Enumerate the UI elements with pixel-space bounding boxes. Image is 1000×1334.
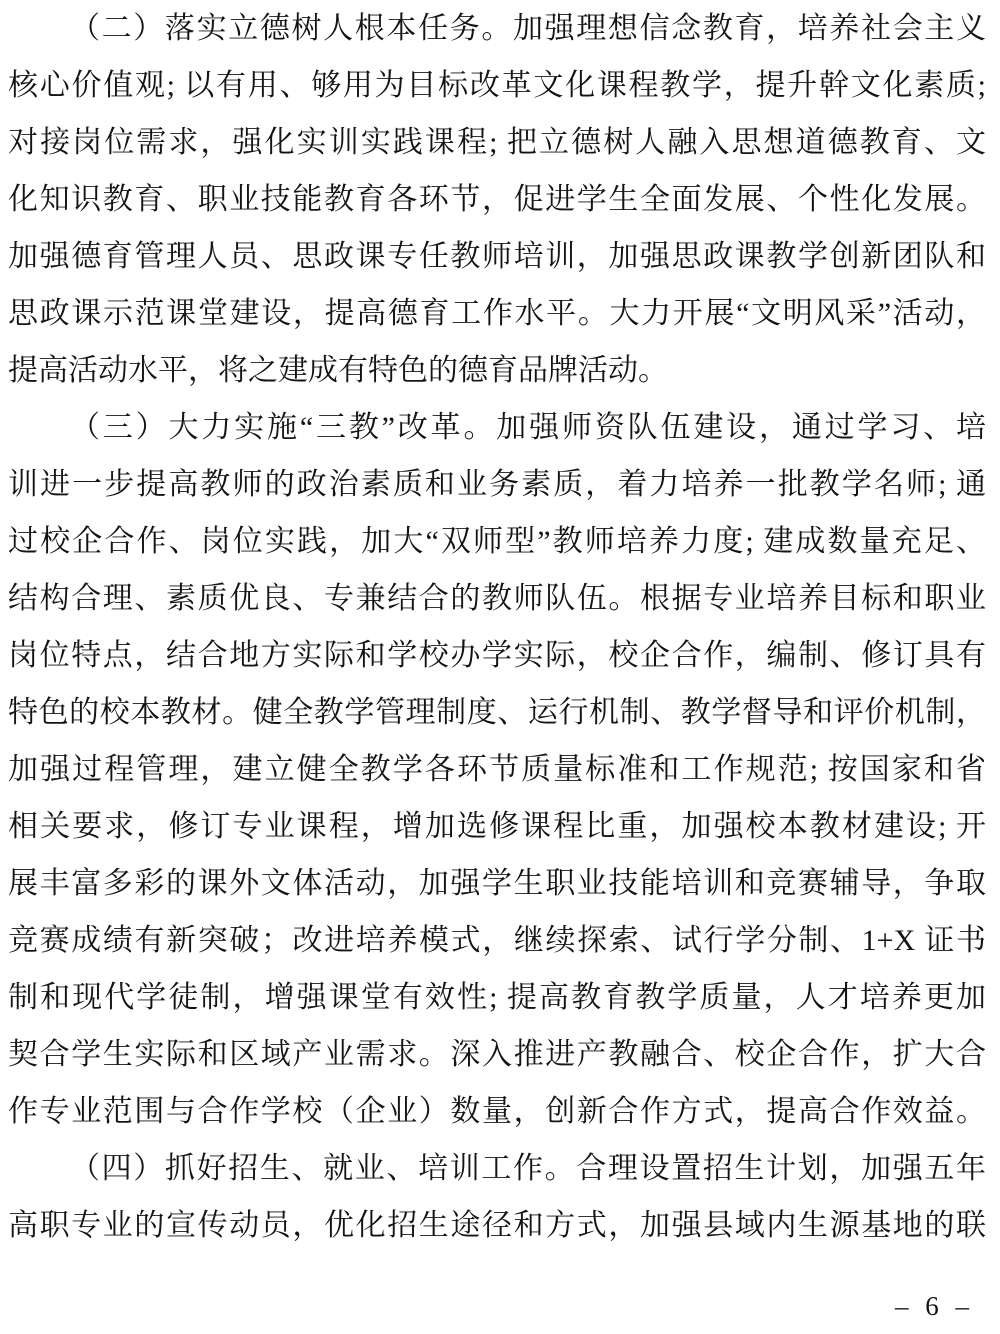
page-footer [895,1288,974,1324]
body-line: 特色的校本教材。健全教学管理制度、运行机制、教学督导和评价机制， [8,696,986,729]
body-line: （二）落实立德树人根本任务。加强理想信念教育，培养社会主义 [70,12,986,45]
body-line: 结构合理、素质优良、专兼结合的教师队伍。根据专业培养目标和职业 [8,582,986,615]
body-line: 加强德育管理人员、思政课专任教师培训，加强思政课教学创新团队和 [8,240,986,273]
body-line: 制和现代学徒制，增强课堂有效性; 提高教育教学质量，人才培养更加 [8,981,986,1014]
body-line: 核心价值观; 以有用、够用为目标改革文化课程教学，提升幹文化素质; [8,69,986,102]
body-line: 作专业范围与合作学校（企业）数量，创新合作方式，提高合作效益。 [8,1095,986,1128]
body-line: 展丰富多彩的课外文体活动，加强学生职业技能培训和竞赛辅导，争取 [8,867,986,900]
body-line: 化知识教育、职业技能教育各环节，促进学生全面发展、个性化发展。 [8,183,986,216]
body-line: 训进一步提高教师的政治素质和业务素质，着力培养一批教学名师; 通 [8,468,986,501]
body-line: 提高活动水平，将之建成有特色的德育品牌活动。 [8,354,668,387]
body-line: 对接岗位需求，强化实训实践课程; 把立德树人融入思想道德教育、文 [8,126,986,159]
body-line: 过校企合作、岗位实践，加大“双师型”教师培养力度; 建成数量充足、 [8,525,986,558]
body-line: 加强过程管理，建立健全教学各环节质量标准和工作规范; 按国家和省 [8,753,986,786]
body-line: 高职专业的宣传动员，优化招生途径和方式，加强县域内生源基地的联 [8,1209,986,1242]
body-line: 岗位特点，结合地方实际和学校办学实际，校企合作，编制、修订具有 [8,639,986,672]
page-number: – 6 – [895,1291,974,1321]
body-line: 相关要求，修订专业课程，增加选修课程比重，加强校本教材建设; 开 [8,810,986,843]
body-line: （四）抓好招生、就业、培训工作。合理设置招生计划，加强五年 [70,1152,986,1185]
body-line: 思政课示范课堂建设，提高德育工作水平。大力开展“文明风采”活动， [8,297,986,330]
document-body [8,0,986,1254]
body-line: （三）大力实施“三教”改革。加强师资队伍建设，通过学习、培 [70,411,986,444]
body-line: 竞赛成绩有新突破；改进培养模式，继续探索、试行学分制、1+X 证书 [8,924,986,957]
body-line: 契合学生实际和区域产业需求。深入推进产教融合、校企合作，扩大合 [8,1038,986,1071]
